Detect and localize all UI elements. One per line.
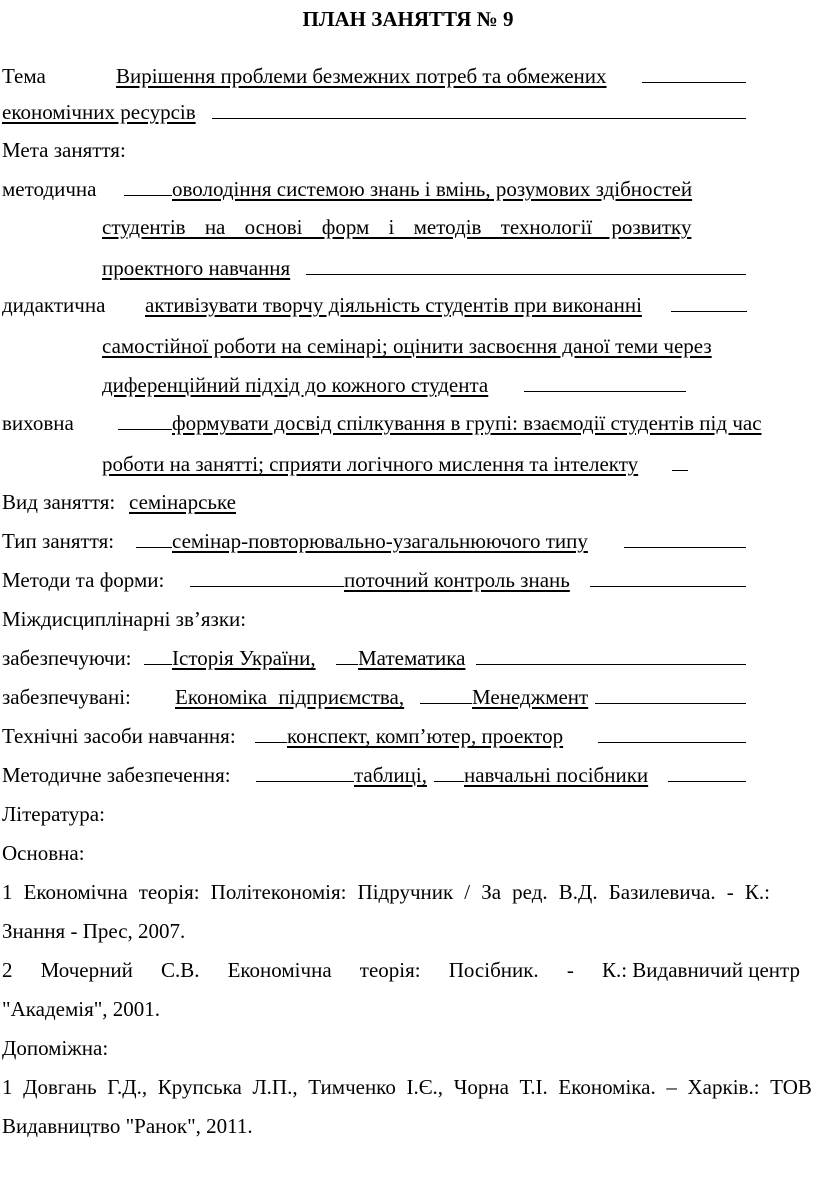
lit-word: С.В. [160,958,200,982]
topic-text-line2: економічних ресурсів [2,100,196,124]
methods-fill-line [590,567,746,593]
goal-label: Мета заняття: [2,138,126,162]
interdisciplinary-label: Міждисциплінарні зв’язки: [2,607,247,631]
didactic-goal-line2: самостійної роботи на семінарі; оцінити засвоєння даної теми через [102,334,712,358]
provided-label: забезпечувані: [2,685,131,709]
methodical-lead-line [124,176,172,202]
lit-word: Економічна [227,958,332,982]
methodical-support-label: Методичне забезпечення: [2,763,231,787]
methodical-support-fill-line [668,762,746,788]
educational-goal-label: виховна [2,411,74,435]
provided-fill-line [595,684,746,710]
lit-word: Л.П., [252,1075,298,1099]
didactic-goal-line1: активізувати творчу діяльність студентів при виконанні [145,293,642,317]
providing-fill-line [476,645,746,671]
lit-word: Тимченко [308,1075,396,1099]
auxiliary-literature-item-1-line1 [2,1074,812,1100]
main-literature-label: Основна: [2,841,85,865]
providing-subject-1: Історія України, [172,646,316,670]
providing-lead-line [144,645,172,671]
lit-word: 2 [2,958,13,982]
lit-word: Посібник. [448,958,539,982]
lit-word: В.Д. [558,880,598,904]
methodical-support-item-1: таблиці, [354,763,427,787]
main-literature-item-1-line2: Знання - Прес, 2007. [2,919,186,943]
methodical-fill-line [306,255,746,281]
topic-text-line1: Вирішення проблеми безмежних потреб та обмежених [116,64,607,88]
provided-subject-2: Менеджмент [472,685,589,709]
methodical-support-lead-line [256,762,354,788]
lit-word: – [666,1075,677,1099]
page-title: ПЛАН ЗАНЯТТЯ № 9 [302,7,514,31]
literature-label: Література: [2,802,105,826]
methodical-goal-line1: оволодіння системою знань і вмінь, розумових здібностей [172,177,693,201]
lit-word: Економіка. [558,1075,656,1099]
methodical-goal-line3: проектного навчання [102,256,291,280]
provided-gap-line [420,684,472,710]
providing-label: забезпечуючи: [2,646,132,670]
didactic-goal-label: дидактична [2,293,106,317]
lit-word: К.: Видавничий центр [601,958,800,982]
methods-label: Методи та форми: [2,568,165,592]
methodical-support-item-2: навчальні посібники [464,763,649,787]
lit-word: Чорна [453,1075,509,1099]
main-literature-item-1-line1 [2,879,770,905]
lit-word: Харків.: [687,1075,760,1099]
didactic-fill-line [671,292,747,318]
lit-word: Базилевича. [608,880,716,904]
lit-word: ТОВ [770,1075,812,1099]
lit-word: теорія: [359,958,421,982]
lesson-kind-label: Вид заняття: [2,490,116,514]
lit-word: Г.Д., [107,1075,148,1099]
technical-value: конспект, комп’ютер, проектор [287,724,564,748]
educational-lead-line [118,410,172,436]
lit-word: Економічна [23,880,128,904]
methodical-goal-label: методична [2,177,97,201]
main-literature-item-2-line1 [2,957,800,983]
topic-label: Тема [2,64,46,88]
lit-word: Політекономія: [210,880,347,904]
auxiliary-literature-item-1-line2: Видавництво "Ранок", 2011. [2,1114,253,1138]
lit-word: Крупська [157,1075,242,1099]
lit-word: теорія: [138,880,200,904]
lit-word: - [726,880,734,904]
lit-word: Т.І. [519,1075,548,1099]
auxiliary-literature-label: Допоміжна: [2,1036,109,1060]
educational-goal-line1: формувати досвід спілкування в групі: взаємодії студентів під час [172,411,762,435]
technical-label: Технічні засоби навчання: [2,724,236,748]
provided-subject-1: Економіка підприємства, [175,685,405,709]
lesson-type-fill-line [624,528,746,554]
lit-word: Підручник [357,880,454,904]
lit-word: Мочерний [40,958,133,982]
providing-gap-line [336,645,358,671]
technical-fill-line [598,723,746,749]
lesson-kind-value: семінарське [129,490,236,514]
main-literature-item-2-line2: "Академія", 2001. [2,997,161,1021]
lit-word: ред. [512,880,548,904]
technical-lead-line [255,723,287,749]
didactic-fill-line-2 [524,372,686,398]
lit-word: За [481,880,502,904]
lit-word: І.Є., [406,1075,444,1099]
methodical-goal-line2 [102,214,710,240]
lit-word: Довгань [23,1075,97,1099]
lit-word: - [566,958,574,982]
lit-word: 1 [2,1075,13,1099]
didactic-goal-line3: диференційний підхід до кожного студента [102,373,489,397]
educational-fill-line [672,451,688,477]
providing-subject-2: Математика [358,646,466,670]
topic-fill-line-2 [212,99,746,125]
methodical-support-gap-line [434,762,464,788]
methodical-goal-line2-text: студентів на основі форм і методів технології розвитку [102,215,692,239]
lesson-type-label: Тип заняття: [2,529,115,553]
methods-value: поточний контроль знань [344,568,570,592]
lit-word: К.: [744,880,770,904]
lit-word: 1 [2,880,13,904]
lesson-type-value: семінар-повторювально-узагальнюючого типу [172,529,588,553]
educational-goal-line2: роботи на занятті; сприяти логічного мислення та інтелекту [102,452,639,476]
lit-word: / [464,880,471,904]
lesson-type-lead-line [136,528,172,554]
methods-lead-line [190,567,344,593]
topic-fill-line [642,63,746,89]
